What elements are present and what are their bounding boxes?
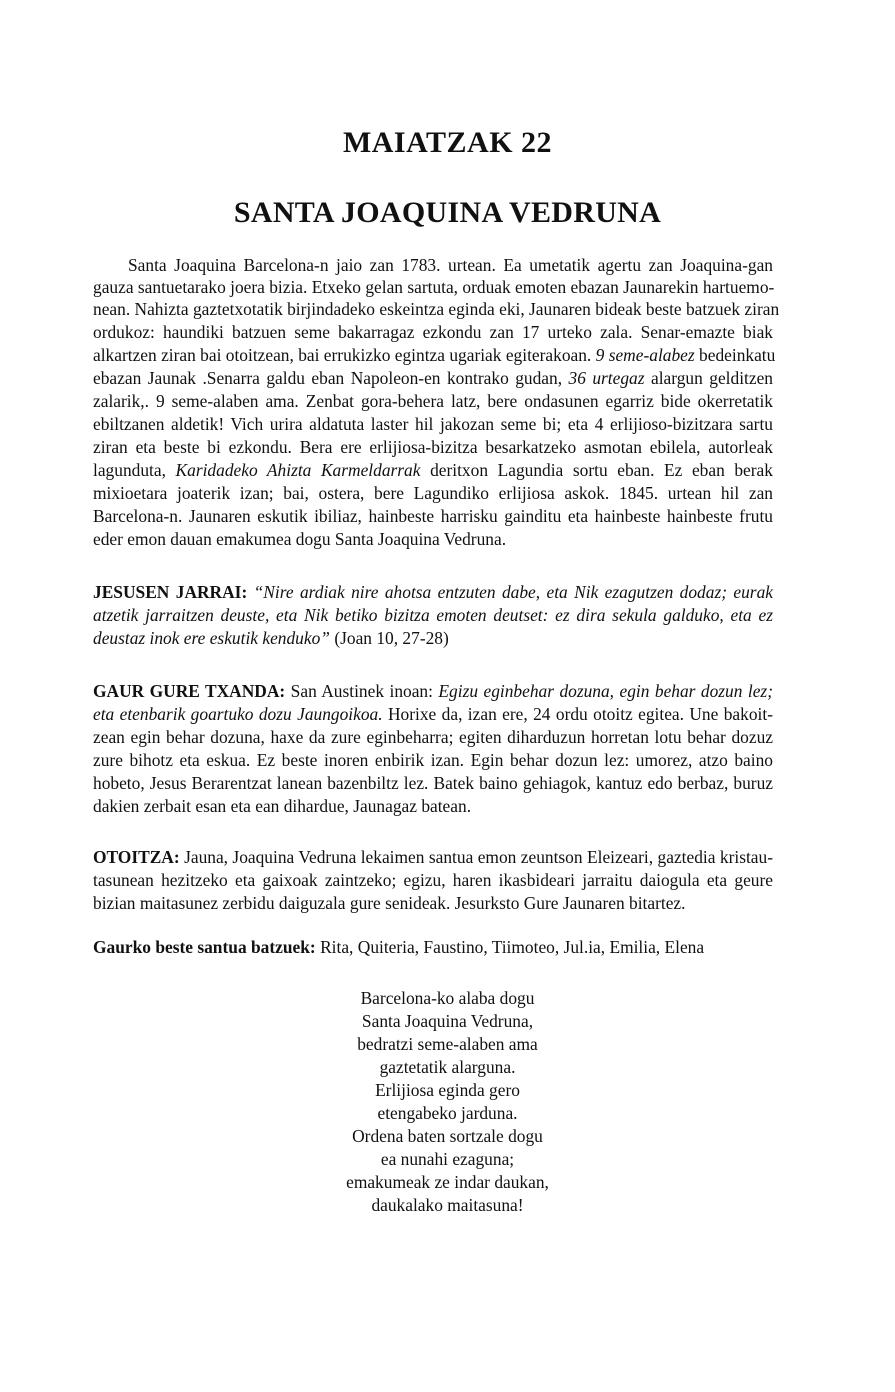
section-label: Gaurko beste santua batzuek: [93, 937, 316, 957]
txanda-line [93, 703, 773, 725]
txanda-text: Horixe da, izan ere, 24 ordu otoitz egitea. Une bakoit- [387, 704, 773, 724]
section-label: GAUR GURE TXANDA: [93, 681, 286, 701]
poem-line: ea nunahi ezaguna; [380, 1149, 515, 1169]
poem-line: Ordena baten sortzale dogu [352, 1126, 543, 1146]
bio-text: ebazan Jaunak .Senarra galdu eban Napoleon-en kontrako gudan, [93, 368, 563, 388]
txanda-line: hobeto, Jesus Berarentzat lanean bazenbiltz lez. Batek baino gehiagok, kantuz edo berbaz, buruz [93, 773, 773, 793]
bio-line [93, 367, 773, 389]
bio-line: gauza santuetarako joera bizia. Etxeko gelan sartuta, orduak emoten ebazan Jaunarekin hartuemo- [93, 277, 775, 297]
bio-text: alkartzen ziran bai otoitzean, bai errukizko egintza ugariak egiterakoan. [93, 345, 592, 365]
bio-line: ordukoz: haundiki batzuen seme bakarragaz ezkondu zan 17 urteko zala. Senar-emazte biak [93, 322, 773, 342]
section-label: JESUSEN JARRAI: [93, 582, 248, 602]
gospel-quote: atzetik jarraitzen deuste, eta Nik betiko bizitza emoten deutset: ez dira sekula galduko, eta ez [93, 605, 773, 625]
congregation-name: Karidadeko Ahizta Karmeldarrak [175, 460, 421, 480]
bio-line: ebiltzanen aldetik! Vich urira aldatuta laster hil jakozan seme bi; eta 4 erlijioso-bizitzara sartu [93, 414, 773, 434]
bio-emphasis: 36 urtegaz [568, 368, 645, 388]
augustine-quote: eta etenbarik goartuko dozu Jaungoikoa. [93, 704, 383, 724]
prayer-line [93, 846, 773, 868]
poem-line: Erlijiosa eginda gero [375, 1080, 520, 1100]
bio-line: mixioetara joaterik izan; bai, ostera, bere Lagundiko erlijiosa askok. 1845. urtean hil zan [93, 483, 773, 503]
bio-line [93, 344, 776, 366]
bio-text: lagunduta, [93, 460, 166, 480]
poem-line: Barcelona-ko alaba dogu [360, 988, 535, 1008]
bio-text: deritxon Lagundia sortu eban. Ez eban berak [430, 460, 773, 480]
gospel-reference: (Joan 10, 27-28) [334, 628, 449, 648]
prayer-text: Jauna, Joaquina Vedruna lekaimen santua emon zeuntson Eleizeari, gaztedia kristau- [184, 847, 773, 867]
bio-line: eder emon dauan emakumea dogu Santa Joaquina Vedruna. [93, 529, 507, 549]
txanda-line: dakien zerbait esan eta ean dihardue, Jaunagaz batean. [93, 796, 472, 816]
poem-line: bedratzi seme-alaben ama [357, 1034, 538, 1054]
bio-line: zalarik,. 9 seme-alaben ama. Zenbat gora-behera latz, bere ondasunen egarriz bide okerretatik [93, 391, 773, 411]
other-saints-line [93, 936, 773, 958]
prayer-line: tasunean hezitzeko eta gaixoak zaintzeko; egizu, haren ikasbideari jarraitu daiogula eta geure [93, 870, 773, 890]
poem-line: daukalako maitasuna! [371, 1195, 524, 1215]
bio-line: Barcelona-n. Jaunaren eskutik ibiliaz, hainbeste harrisku gainditu eta hainbeste hainbeste frutu [93, 506, 773, 526]
bio-line: nean. Nahizta gaztetxotatik birjindadeko eskeintza eginda eki, Jaunaren bideak beste batzuek ziran [93, 299, 780, 319]
bio-line: ziran eta beste bi ezkondu. Bera ere erlijiosa-bizitza besarkatzeko asmotan ebilela, autorleak [93, 437, 773, 457]
bio-text: bedeinkatu [699, 345, 776, 365]
section-label: OTOITZA: [93, 847, 180, 867]
txanda-line [93, 680, 773, 702]
txanda-line: zure bihotz eta eskua. Ez beste inoren enbirik izan. Egin behar dozun lez: umorez, atzo baino [93, 750, 773, 770]
bio-emphasis: 9 seme-alabez [595, 345, 695, 365]
quote-line [93, 581, 773, 603]
quote-line [93, 627, 773, 649]
txanda-line: zean egin behar dozuna, haxe da zure eginbeharra; egiten diharduzun horretan lotu behar dozuz [93, 727, 773, 747]
poem-line: etengabeko jarduna. [377, 1103, 518, 1123]
saint-title: SANTA JOAQUINA VEDRUNA [233, 196, 662, 229]
prayer-line: bizian maitasunez zerbidu daiguzala gure senideak. Jesurksto Gure Jaunaren bitartez. [93, 893, 686, 913]
quote-line [93, 604, 773, 626]
txanda-intro: San Austinek inoan: [290, 681, 433, 701]
saint-names: Rita, Quiteria, Faustino, Tiimoteo, Jul.ia, Emilia, Elena [320, 937, 705, 957]
gospel-quote: “Nire ardiak nire ahotsa entzuten dabe, eta Nik ezagutzen dodaz; eurak [253, 582, 773, 602]
gospel-quote: deustaz inok ere eskutik kenduko” [93, 628, 330, 648]
poem-line: gaztetatik alarguna. [379, 1057, 516, 1077]
bio-line [93, 459, 773, 481]
bio-line: Santa Joaquina Barcelona-n jaio zan 1783. urtean. Ea umetatik agertu zan Joaquina-gan [128, 255, 773, 275]
poem-line: emakumeak ze indar daukan, [346, 1172, 549, 1192]
date-heading: MAIATZAK 22 [342, 126, 553, 159]
bio-text: alargun gelditzen [650, 368, 773, 388]
augustine-quote: Egizu eginbehar dozuna, egin behar dozun lez; [438, 681, 773, 701]
poem-line: Santa Joaquina Vedruna, [361, 1011, 534, 1031]
